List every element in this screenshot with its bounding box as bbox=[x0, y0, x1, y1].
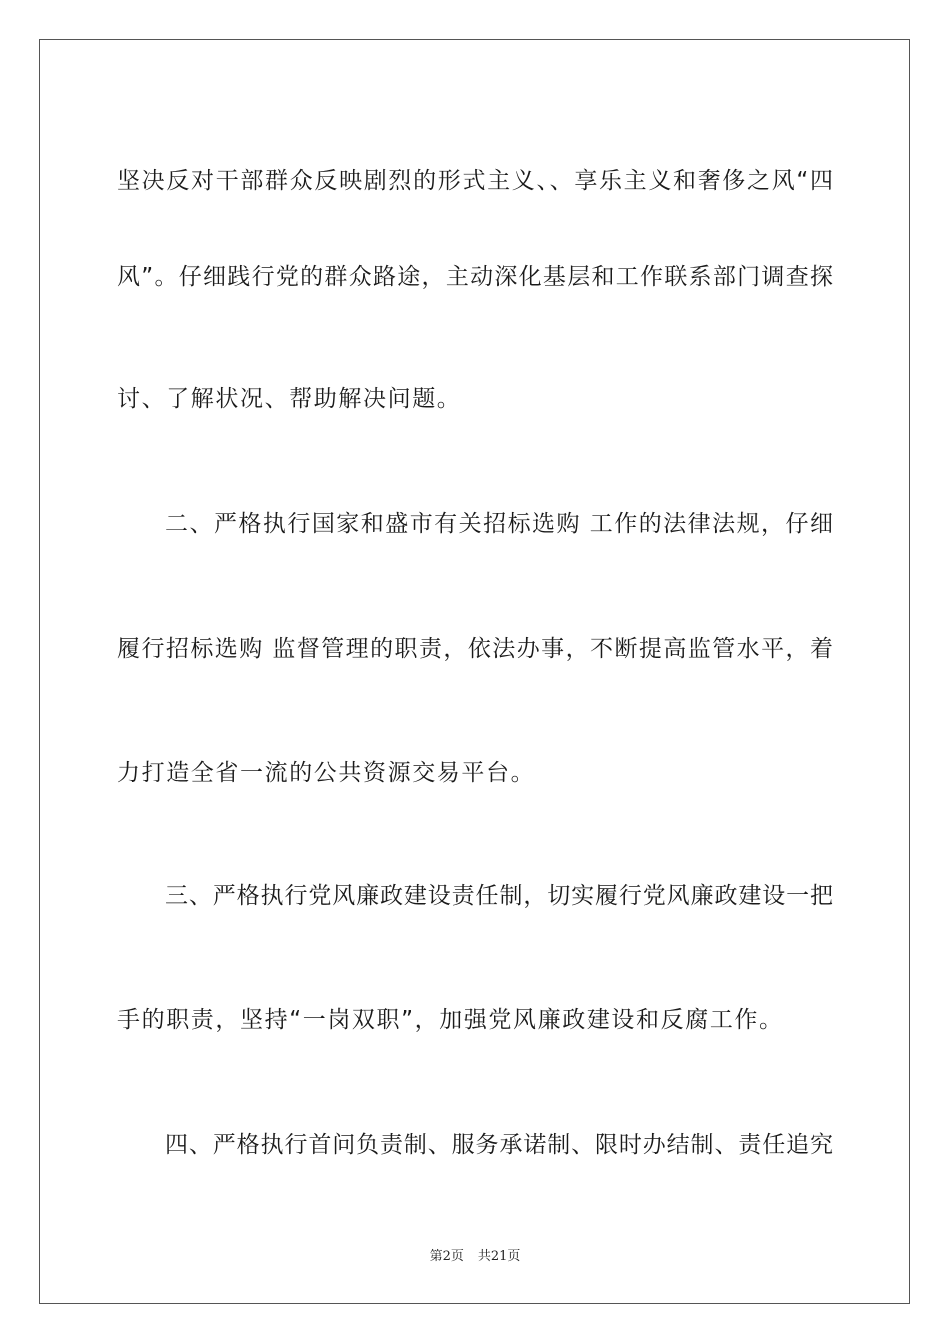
page-number: 第2页 bbox=[429, 1249, 464, 1264]
text-line: 坚决反对干部群众反映剧烈的形式主义、、享乐主义和奢侈之风“四 bbox=[117, 168, 833, 194]
text-line: 风”。仔细践行党的群众路途，主动深化基层和工作联系部门调查探 bbox=[117, 264, 833, 290]
text-line: 讨、了解状况、帮助解决问题。 bbox=[117, 386, 462, 412]
text-line: 二、严格执行国家和盛市有关招标选购 工作的法律法规，仔细 bbox=[165, 511, 833, 537]
text-line: 手的职责，坚持“一岗双职”，加强党风廉政建设和反腐工作。 bbox=[117, 1007, 784, 1033]
page-footer bbox=[0, 1248, 950, 1266]
text-line: 四、严格执行首问负责制、服务承诺制、限时办结制、责任追究 bbox=[165, 1132, 833, 1158]
total-pages: 共21页 bbox=[477, 1249, 521, 1264]
page-frame bbox=[39, 39, 910, 1304]
text-line: 力打造全省一流的公共资源交易平台。 bbox=[117, 760, 536, 786]
text-line: 三、严格执行党风廉政建设责任制，切实履行党风廉政建设一把 bbox=[165, 883, 833, 909]
text-line: 履行招标选购 监督管理的职责，依法办事，不断提高监管水平，着 bbox=[117, 636, 833, 662]
